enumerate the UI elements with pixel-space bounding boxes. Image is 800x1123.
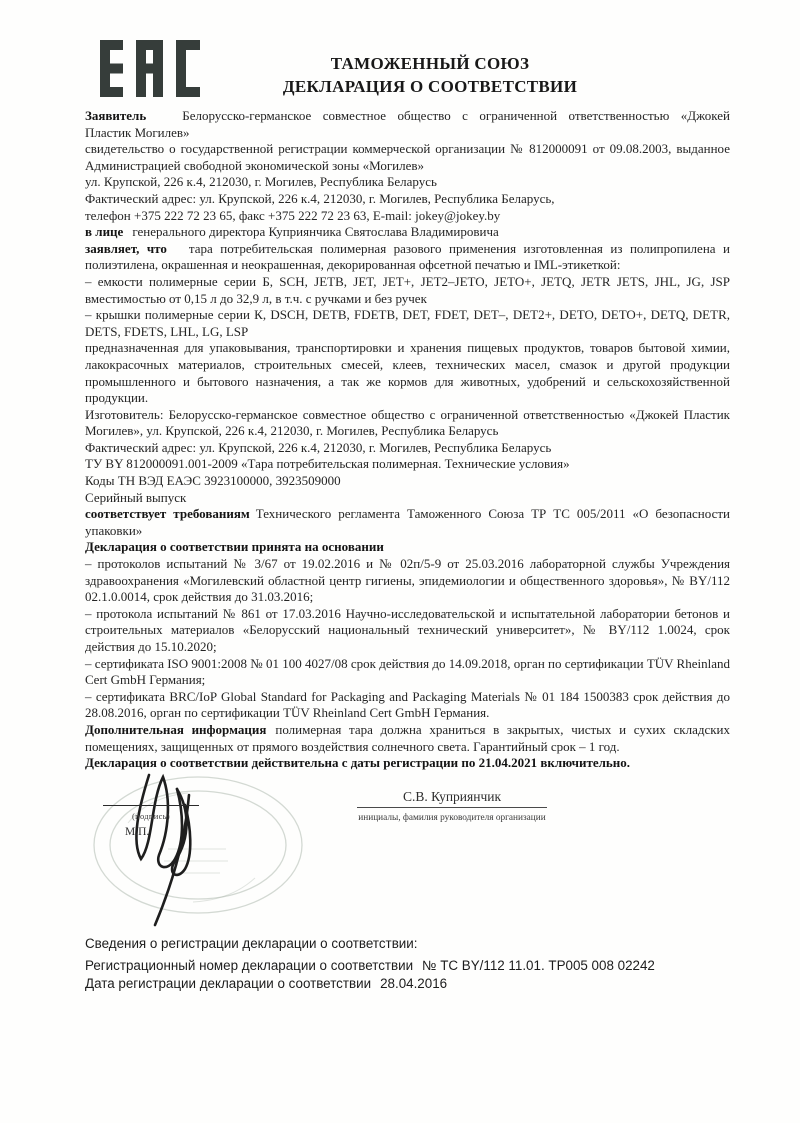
address-line-1: ул. Крупской, 226 к.4, 212030, г. Могилев, Республика Беларусь [85, 174, 437, 190]
additional-info-value: полимерная тара должна храниться в закрытых, чистых и сухих складских помещениях, защищенных от прямого воздействия солнечного света. Гарантийный срок – 1 год. [85, 721, 730, 754]
conformity-value: Технического регламента Таможенного Союза ТР ТС 005/2011 «О безопасности упаковки» [85, 506, 730, 538]
declares-label: заявляет, что [85, 240, 167, 256]
declares-intro-text: тара потребительская полимерная разового применения изготовленная из полипропилена и полиэтилена, окрашенная и неокрашенная, декорированная офсетной печатью и IML-этикеткой: [85, 240, 730, 273]
manufacturer-line-2: Фактический адрес: ул. Крупской, 226 к.4, 212030, г. Могилев, Республика Беларусь [85, 439, 552, 455]
standard-codes: Коды ТН ВЭД ЕАЭС 3923100000, 3923509000 [85, 473, 341, 489]
head-signature-block [357, 789, 547, 827]
additional-info-row [85, 722, 730, 755]
applicant-label: Заявитель [85, 108, 147, 123]
manufacturer-block [85, 407, 730, 457]
signature-line [103, 805, 199, 806]
basis-item-protocols: – протоколов испытаний № 3/67 от 19.02.2016 и № 02п/5-9 от 25.03.2016 лабораторной службы Учреждения здравоохранения «Могилевский областной центр гигиены, эпидемиологии и общественного здоровья», № BY/112 02.1.0.0014, срок действия до 31.03.2016; [85, 556, 730, 605]
conformity-label: соответствует требованиям [85, 506, 250, 522]
serial-issue: Серийный выпуск [85, 489, 187, 505]
basis-item-iso-certificate: – сертификата ISO 9001:2008 № 01 100 4027/08 срок действия до 14.09.2018, орган по сертификации TÜV Rheinland Cert GmbH Германия; [85, 655, 730, 688]
document-body [85, 108, 730, 992]
title-line-1: ТАМОЖЕННЫЙ СОЮЗ [330, 54, 530, 73]
eac-logo-icon [100, 40, 200, 102]
standard-tu: ТУ BY 812000091.001-2009 «Тара потребительская полимерная. Технические условия» [85, 456, 570, 472]
additional-info-label: Дополнительная информация [85, 721, 267, 737]
title-line-2: ДЕКЛАРАЦИЯ О СООТВЕТСТВИИ [282, 77, 578, 96]
registration-number-row [85, 957, 730, 974]
address-line-3: телефон +375 222 72 23 65, факс +375 222 72 23 63, E-mail: jokey@jokey.by [85, 207, 501, 223]
declares-item-lids: – крышки полимерные серии К, DSCH, DETB, FDETB, DET, FDET, DET–, DET2+, DETO, DETO+, DETQ, DETR, DETS, FDETS, LHL, LG, LSP [85, 307, 730, 339]
conformity-row [85, 506, 730, 539]
document-title [190, 52, 670, 98]
head-name: С.В. Куприянчик [357, 789, 547, 809]
registration-number-value: № ТС BY/112 11.01. ТР005 008 02242 [422, 957, 655, 973]
head-name-caption: инициалы, фамилия руководителя организации [358, 813, 546, 824]
registration-block [85, 935, 730, 992]
declares-purpose: предназначенная для упаковывания, транспортировки и хранения пищевых продуктов, товаров бытовой химии, лакокрасочных материалов, строительных смесей, клеев, технических масел, смазок и другой продукции промышленного и бытового назначения, а так же кормов для животных, удобрений и сельскохозяйственной продукции. [85, 340, 730, 406]
applicant-address [85, 174, 730, 224]
represented-by-label: в лице [85, 224, 124, 240]
state-registration: свидетельство о государственной регистрации коммерческой организации № 812000091 от 09.08.2003, выданное Администрацией свободной экономической зоны «Могилев» [85, 141, 730, 173]
declares-item-containers: – емкости полимерные серии Б, SCH, JETB, JET, JET+, JET2–JETO, JETO+, JETQ, JETR JETS, JHL, JG, JSP вместимостью от 0,15 л до 32,9 л, в т.ч. с ручками и без ручек [85, 273, 730, 306]
standards-block [85, 456, 730, 506]
declares-intro [85, 241, 730, 274]
manufacturer-line-1: Изготовитель: Белорусско-германское совместное общество с ограниченной ответственностью «Джокей Пластик Могилев», ул. Крупской, 226 к.4, 212030, г. Могилев, Республика Беларусь [85, 406, 730, 439]
registration-date-row [85, 975, 730, 992]
basis-heading: Декларация о соответствии принята на основании [85, 539, 384, 555]
registration-date-label: Дата регистрации декларации о соответствии [85, 975, 372, 991]
registration-date-value: 28.04.2016 [380, 975, 448, 991]
represented-by-value: генерального директора Куприянчика Святослава Владимировича [132, 224, 499, 240]
stamp-place-label: М.П. [125, 825, 150, 838]
registration-heading: Сведения о регистрации декларации о соответствии: [85, 935, 418, 951]
applicant-value: Белорусско-германское совместное общество с ограниченной ответственностью «Джокей Пластик Могилев» [85, 108, 730, 140]
represented-by-row [85, 224, 730, 241]
basis-item-brc-certificate: – сертификата BRC/IoP Global Standard for Packaging and Packaging Materials № 01 184 1500383 срок действия до 28.08.2016, орган по сертификации TÜV Rheinland Cert GmbH Германия. [85, 688, 730, 721]
address-line-2: Фактический адрес: ул. Крупской, 226 к.4, 212030, г. Могилев, Республика Беларусь, [85, 190, 555, 206]
applicant-row [85, 108, 730, 141]
signature-caption: (подпись) [132, 810, 170, 821]
registration-number-label: Регистрационный номер декларации о соответствии [85, 957, 414, 973]
validity-statement: Декларация о соответствии действительна с даты регистрации по 21.04.2021 включительно. [85, 755, 631, 771]
basis-item-protocol-861: – протокола испытаний № 861 от 17.03.2016 Научно-исследовательской и испытательной лаборатории бетонов и строительных материалов «Белорусский национальный технический университет», № BY/112 1.0024, срок действия до 15.10.2020; [85, 605, 730, 654]
signature-zone [85, 777, 730, 929]
handwritten-signature [113, 765, 273, 933]
